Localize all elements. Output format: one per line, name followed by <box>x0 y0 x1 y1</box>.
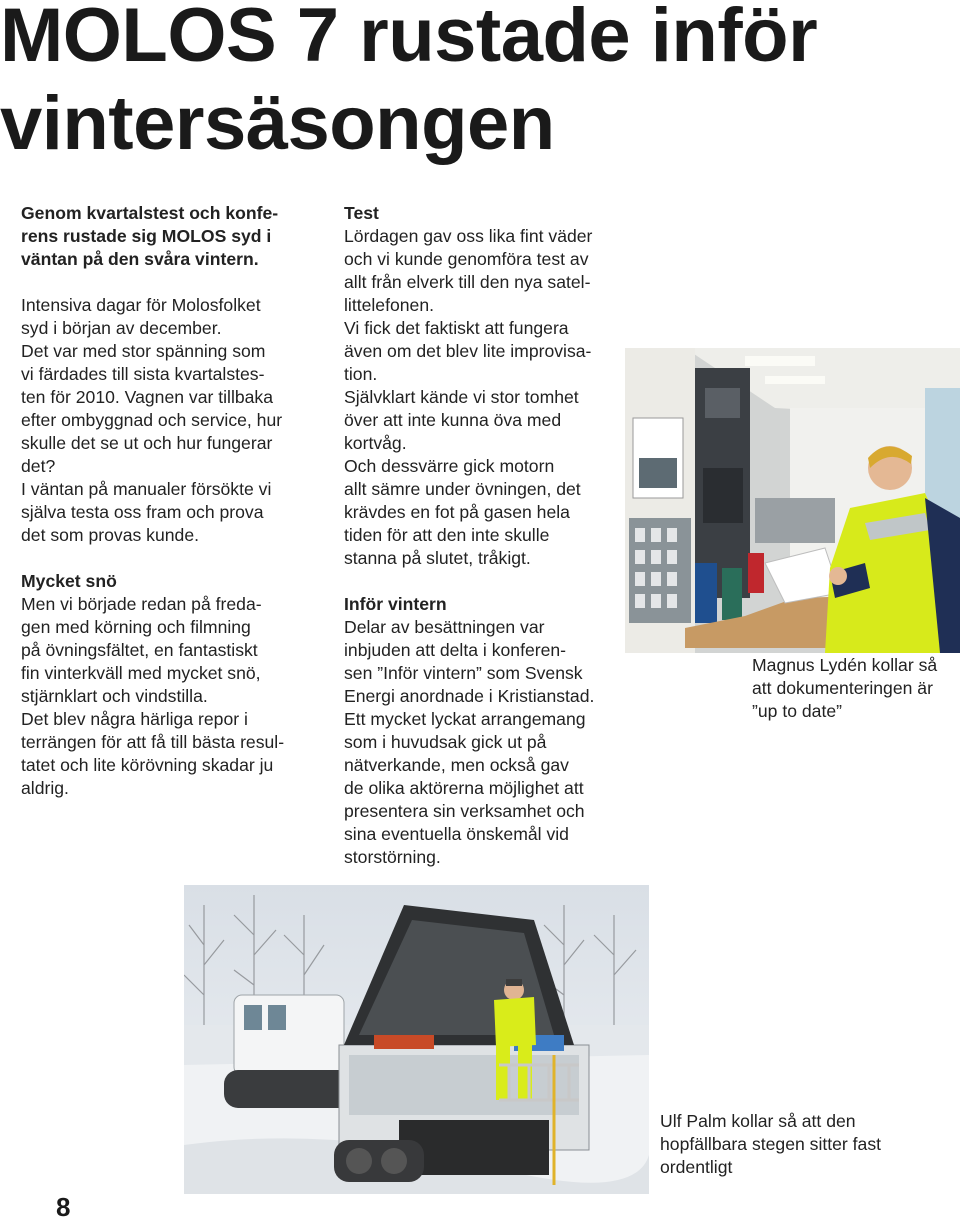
text-line: Självklart kände vi stor tomhet <box>344 387 579 407</box>
text-line: Lördagen gav oss lika fint väder <box>344 226 593 246</box>
caption-line: hopfällbara stegen sitter fast <box>660 1134 882 1154</box>
text-line: tiden för att den inte skulle <box>344 525 550 545</box>
text-line: ten för 2010. Vagnen var tillbaka <box>21 387 274 407</box>
text-line: och vi kunde genomföra test av <box>344 249 589 269</box>
section-test <box>344 202 624 570</box>
article-title <box>0 0 960 168</box>
text-line: skulle det se ut och hur fungerar <box>21 433 273 453</box>
section-heading: Test <box>344 203 379 223</box>
text-line: det? <box>21 456 56 476</box>
text-line: kortvåg. <box>344 433 407 453</box>
text-line: littelefonen. <box>344 295 434 315</box>
text-line: inbjuden att delta i konferen- <box>344 640 567 660</box>
photo-vehicle-interior-illustration <box>625 348 960 653</box>
intro-paragraph <box>21 294 321 547</box>
photo-tracked-vehicle-illustration <box>184 885 649 1194</box>
photo-caption-bottom <box>660 1110 950 1179</box>
lead-paragraph <box>21 202 321 271</box>
title-line-1: MOLOS 7 rustade inför <box>0 0 818 78</box>
text-line: över att inte kunna öva med <box>344 410 562 430</box>
text-line: som i huvudsak gick ut på <box>344 732 547 752</box>
lead-line: väntan på den svåra vintern. <box>21 249 259 269</box>
text-line: även om det blev lite improvisa- <box>344 341 592 361</box>
middle-column <box>344 202 624 869</box>
title-line-2: vintersäsongen <box>0 81 555 166</box>
text-line: stjärnklart och vindstilla. <box>21 686 208 706</box>
text-line: tatet och lite körövning skadar ju <box>21 755 274 775</box>
text-line: Det var med stor spänning som <box>21 341 266 361</box>
text-line: Men vi började redan på freda- <box>21 594 262 614</box>
text-line: efter ombyggnad och service, hur <box>21 410 283 430</box>
text-line: Och dessvärre gick motorn <box>344 456 555 476</box>
text-line: på övningsfältet, en fantastiskt <box>21 640 258 660</box>
text-line: tion. <box>344 364 378 384</box>
text-line: allt sämre under övningen, det <box>344 479 581 499</box>
text-line: syd i början av december. <box>21 318 222 338</box>
photo-tracked-vehicle <box>184 885 649 1194</box>
text-line: terrängen för att få till bästa resul- <box>21 732 285 752</box>
text-line: krävdes en fot på gasen hela <box>344 502 570 522</box>
caption-line: ”up to date” <box>752 701 842 721</box>
text-line: Energi anordnade i Kristianstad. <box>344 686 595 706</box>
text-line: Ett mycket lyckat arrangemang <box>344 709 586 729</box>
text-line: storstörning. <box>344 847 441 867</box>
text-line: aldrig. <box>21 778 69 798</box>
lead-line: rens rustade sig MOLOS syd i <box>21 226 272 246</box>
photo-vehicle-interior <box>625 348 960 653</box>
text-line: själva testa oss fram och prova <box>21 502 264 522</box>
page-number: 8 <box>56 1192 71 1222</box>
text-line: de olika aktörerna möjlighet att <box>344 778 584 798</box>
text-line: det som provas kunde. <box>21 525 199 545</box>
section-winter <box>344 593 624 869</box>
caption-line: Magnus Lydén kollar så <box>752 655 938 675</box>
text-line: I väntan på manualer försökte vi <box>21 479 272 499</box>
caption-line: Ulf Palm kollar så att den <box>660 1111 856 1131</box>
left-column <box>21 202 321 800</box>
text-line: sen ”Inför vintern” som Svensk <box>344 663 583 683</box>
photo-caption-top <box>752 654 960 723</box>
text-line: Delar av besättningen var <box>344 617 545 637</box>
text-line: vi färdades till sista kvartalstes- <box>21 364 265 384</box>
section-snow <box>21 570 321 800</box>
text-line: Intensiva dagar för Molosfolket <box>21 295 261 315</box>
caption-line: att dokumenteringen är <box>752 678 933 698</box>
text-line: presentera sin verksamhet och <box>344 801 585 821</box>
section-heading: Mycket snö <box>21 571 117 591</box>
caption-line: ordentligt <box>660 1157 733 1177</box>
text-line: gen med körning och filmning <box>21 617 251 637</box>
text-line: allt från elverk till den nya satel- <box>344 272 591 292</box>
text-line: stanna på slutet, tråkigt. <box>344 548 531 568</box>
text-line: nätverkande, men också gav <box>344 755 569 775</box>
lead-line: Genom kvartalstest och konfe- <box>21 203 279 223</box>
text-line: sina eventuella önskemål vid <box>344 824 569 844</box>
text-line: Det blev några härliga repor i <box>21 709 248 729</box>
text-line: fin vinterkväll med mycket snö, <box>21 663 261 683</box>
section-heading: Inför vintern <box>344 594 447 614</box>
text-line: Vi fick det faktiskt att fungera <box>344 318 569 338</box>
